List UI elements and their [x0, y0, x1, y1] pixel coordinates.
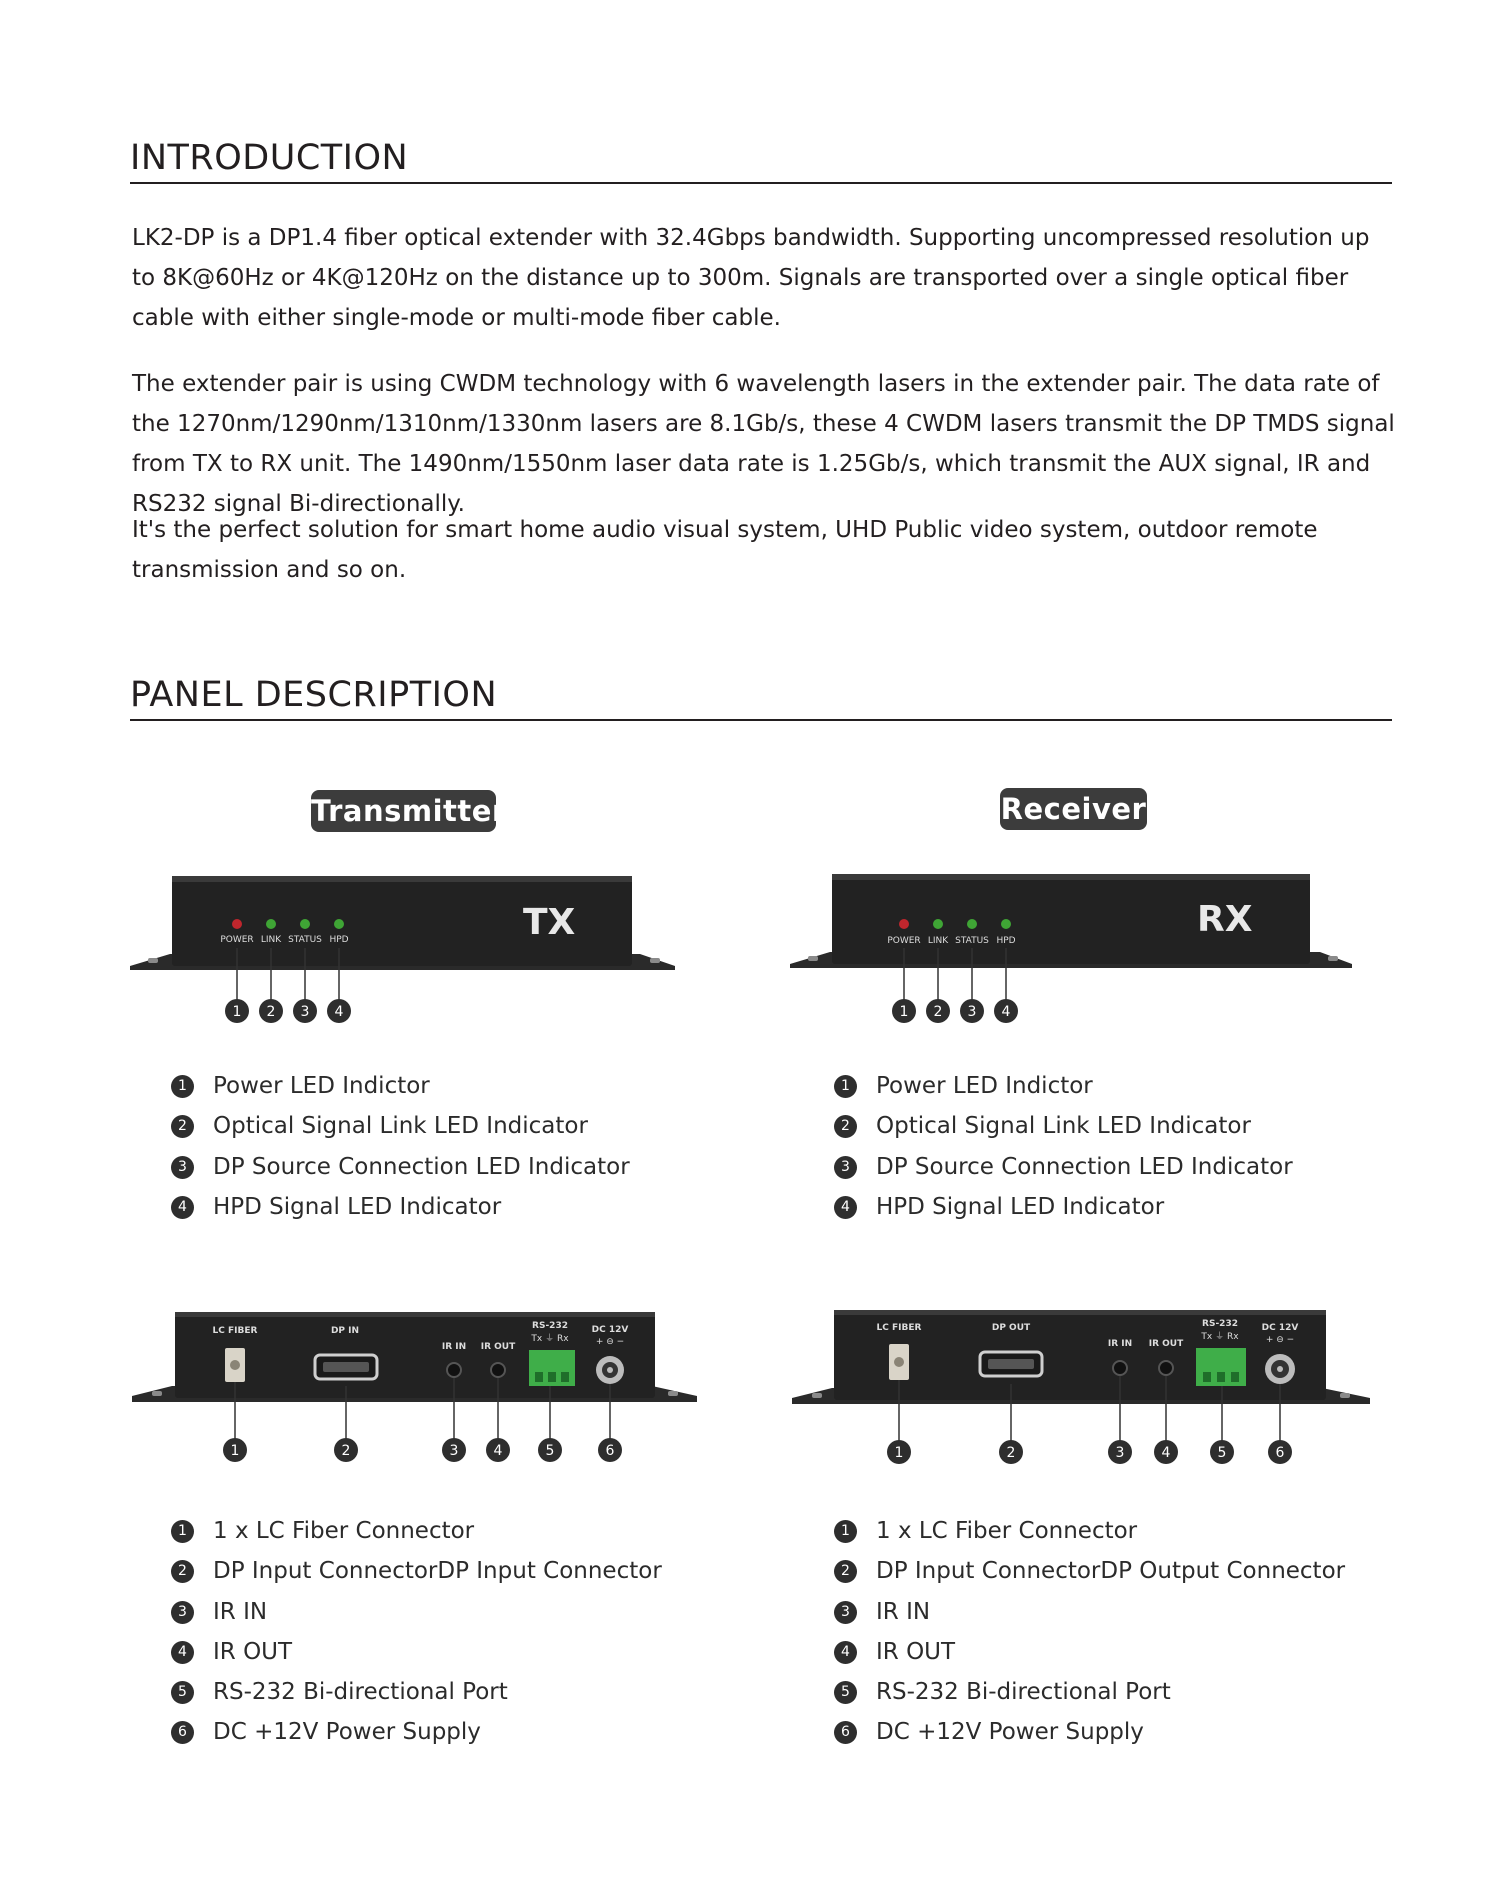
svg-text:4: 4	[334, 1004, 344, 1020]
tx-rear-panel	[132, 1308, 704, 1478]
tx-front-callout-3	[293, 999, 317, 1023]
list-item: 5 RS-232 Bi-directional Port	[834, 1672, 1345, 1712]
list-item: 2 Optical Signal Link LED Indicator	[834, 1106, 1293, 1146]
panel-description-heading: PANEL DESCRIPTION	[130, 675, 1392, 721]
svg-text:5: 5	[1217, 1445, 1227, 1461]
tx-front-callout-1	[225, 999, 249, 1023]
tx-rear-callout-5	[538, 1438, 562, 1462]
receiver-label: Receiver	[1000, 788, 1147, 830]
svg-text:DP OUT: DP OUT	[991, 1323, 1031, 1333]
tx-rear-legend	[171, 1511, 662, 1753]
svg-text:2: 2	[341, 1443, 351, 1459]
introduction-heading: INTRODUCTION	[130, 138, 1392, 184]
svg-text:IR IN: IR IN	[441, 1342, 467, 1352]
svg-text:3: 3	[449, 1443, 459, 1459]
list-item: 3 IR IN	[834, 1592, 1345, 1632]
svg-text:Tx ⏚ Rx: Tx ⏚ Rx	[1201, 1332, 1239, 1342]
rx-device-label: RX	[1197, 899, 1253, 940]
svg-text:HPD: HPD	[329, 935, 349, 945]
tx-front-legend	[171, 1066, 630, 1227]
list-item: 2 DP Input ConnectorDP Input Connector	[171, 1551, 662, 1591]
rx-front-callout-3	[960, 999, 984, 1023]
svg-text:1: 1	[899, 1004, 909, 1020]
svg-text:IR OUT: IR OUT	[1148, 1339, 1184, 1349]
svg-text:1: 1	[232, 1004, 242, 1020]
rx-rear-panel	[792, 1306, 1372, 1478]
svg-text:6: 6	[1275, 1445, 1285, 1461]
svg-text:DP IN: DP IN	[330, 1326, 360, 1336]
list-item: 4 HPD Signal LED Indicator	[171, 1187, 630, 1227]
svg-text:STATUS: STATUS	[955, 936, 989, 946]
list-item: 6 DC +12V Power Supply	[834, 1712, 1345, 1752]
rx-front-legend	[834, 1066, 1293, 1227]
svg-text:1: 1	[894, 1445, 904, 1461]
list-item: 1 Power LED Indictor	[834, 1066, 1293, 1106]
svg-text:+ ⊖ −: + ⊖ −	[595, 1337, 625, 1347]
rx-front-callout-1	[892, 999, 916, 1023]
svg-text:DC 12V: DC 12V	[591, 1325, 629, 1335]
rx-rear-callout-4	[1154, 1440, 1178, 1464]
tx-device-label: TX	[523, 902, 576, 943]
svg-text:IR IN: IR IN	[1107, 1339, 1133, 1349]
svg-text:RS-232: RS-232	[532, 1321, 568, 1331]
transmitter-label: Transmitter	[311, 790, 496, 832]
svg-text:6: 6	[605, 1443, 615, 1459]
rx-rear-legend	[834, 1511, 1345, 1753]
svg-text:2: 2	[1006, 1445, 1016, 1461]
svg-text:Tx ⏚ Rx: Tx ⏚ Rx	[531, 1334, 569, 1344]
rx-rear-callout-2	[999, 1440, 1023, 1464]
svg-text:4: 4	[493, 1443, 503, 1459]
svg-text:2: 2	[933, 1004, 943, 1020]
list-item: 3 DP Source Connection LED Indicator	[171, 1147, 630, 1187]
rx-front-panel	[790, 868, 1360, 1038]
svg-text:3: 3	[967, 1004, 977, 1020]
tx-rear-callout-4	[486, 1438, 510, 1462]
list-item: 3 DP Source Connection LED Indicator	[834, 1147, 1293, 1187]
rx-rear-callout-3	[1108, 1440, 1132, 1464]
list-item: 4 IR OUT	[171, 1632, 662, 1672]
list-item: 4 IR OUT	[834, 1632, 1345, 1672]
rx-rear-callout-5	[1210, 1440, 1234, 1464]
svg-text:4: 4	[1001, 1004, 1011, 1020]
svg-text:IR OUT: IR OUT	[480, 1342, 516, 1352]
rx-rear-callout-1	[887, 1440, 911, 1464]
svg-text:STATUS: STATUS	[288, 935, 322, 945]
rx-rear-callout-6	[1268, 1440, 1292, 1464]
svg-text:2: 2	[266, 1004, 276, 1020]
tx-rear-callout-3	[442, 1438, 466, 1462]
list-item: 2 DP Input ConnectorDP Output Connector	[834, 1551, 1345, 1591]
rx-front-callout-4	[994, 999, 1018, 1023]
svg-text:+ ⊖ −: + ⊖ −	[1265, 1335, 1295, 1345]
svg-text:4: 4	[1161, 1445, 1171, 1461]
tx-front-panel	[130, 870, 680, 1040]
svg-text:5: 5	[545, 1443, 555, 1459]
svg-text:POWER: POWER	[220, 935, 254, 945]
intro-paragraph-3: It's the perfect solution for smart home audio visual system, UHD Public video system, outdoor remote transmission and so on.	[132, 517, 1318, 583]
tx-rear-callout-2	[334, 1438, 358, 1462]
svg-text:LC FIBER: LC FIBER	[876, 1323, 922, 1333]
tx-front-callout-2	[259, 999, 283, 1023]
list-item: 4 HPD Signal LED Indicator	[834, 1187, 1293, 1227]
list-item: 1 1 x LC Fiber Connector	[834, 1511, 1345, 1551]
tx-rear-callout-6	[598, 1438, 622, 1462]
list-item: 5 RS-232 Bi-directional Port	[171, 1672, 662, 1712]
tx-front-callout-4	[327, 999, 351, 1023]
list-item: 6 DC +12V Power Supply	[171, 1712, 662, 1752]
list-item: 3 IR IN	[171, 1592, 662, 1632]
list-item: 2 Optical Signal Link LED Indicator	[171, 1106, 630, 1146]
svg-text:3: 3	[300, 1004, 310, 1020]
svg-text:LINK: LINK	[927, 936, 949, 946]
svg-text:3: 3	[1115, 1445, 1125, 1461]
svg-text:DC 12V: DC 12V	[1261, 1323, 1299, 1333]
rx-front-callout-2	[926, 999, 950, 1023]
list-item: 1 1 x LC Fiber Connector	[171, 1511, 662, 1551]
svg-text:LC FIBER: LC FIBER	[212, 1326, 258, 1336]
svg-text:1: 1	[230, 1443, 240, 1459]
intro-paragraph-2: The extender pair is using CWDM technology with 6 wavelength lasers in the extender pair. The data rate of the 1270nm/1290nm/1310nm/1330nm lasers are 8.1Gb/s, these 4 CWDM lasers transmit the DP TMDS signal from TX to RX unit. The 1490nm/1550nm laser data rate is 1.25Gb/s, which transmit the AUX signal, IR and RS232 signal Bi-directionally.	[132, 371, 1395, 517]
intro-paragraph-1: LK2-DP is a DP1.4 fiber optical extender with 32.4Gbps bandwidth. Supporting uncompressed resolution up to 8K@60Hz or 4K@120Hz on the distance up to 300m. Signals are transported over a single optical fiber cable with either single-mode or multi-mode fiber cable.	[132, 225, 1370, 331]
svg-text:HPD: HPD	[996, 936, 1016, 946]
list-item: 1 Power LED Indictor	[171, 1066, 630, 1106]
svg-text:POWER: POWER	[887, 936, 921, 946]
svg-text:LINK: LINK	[260, 935, 282, 945]
svg-text:RS-232: RS-232	[1202, 1319, 1238, 1329]
tx-rear-callout-1	[223, 1438, 247, 1462]
